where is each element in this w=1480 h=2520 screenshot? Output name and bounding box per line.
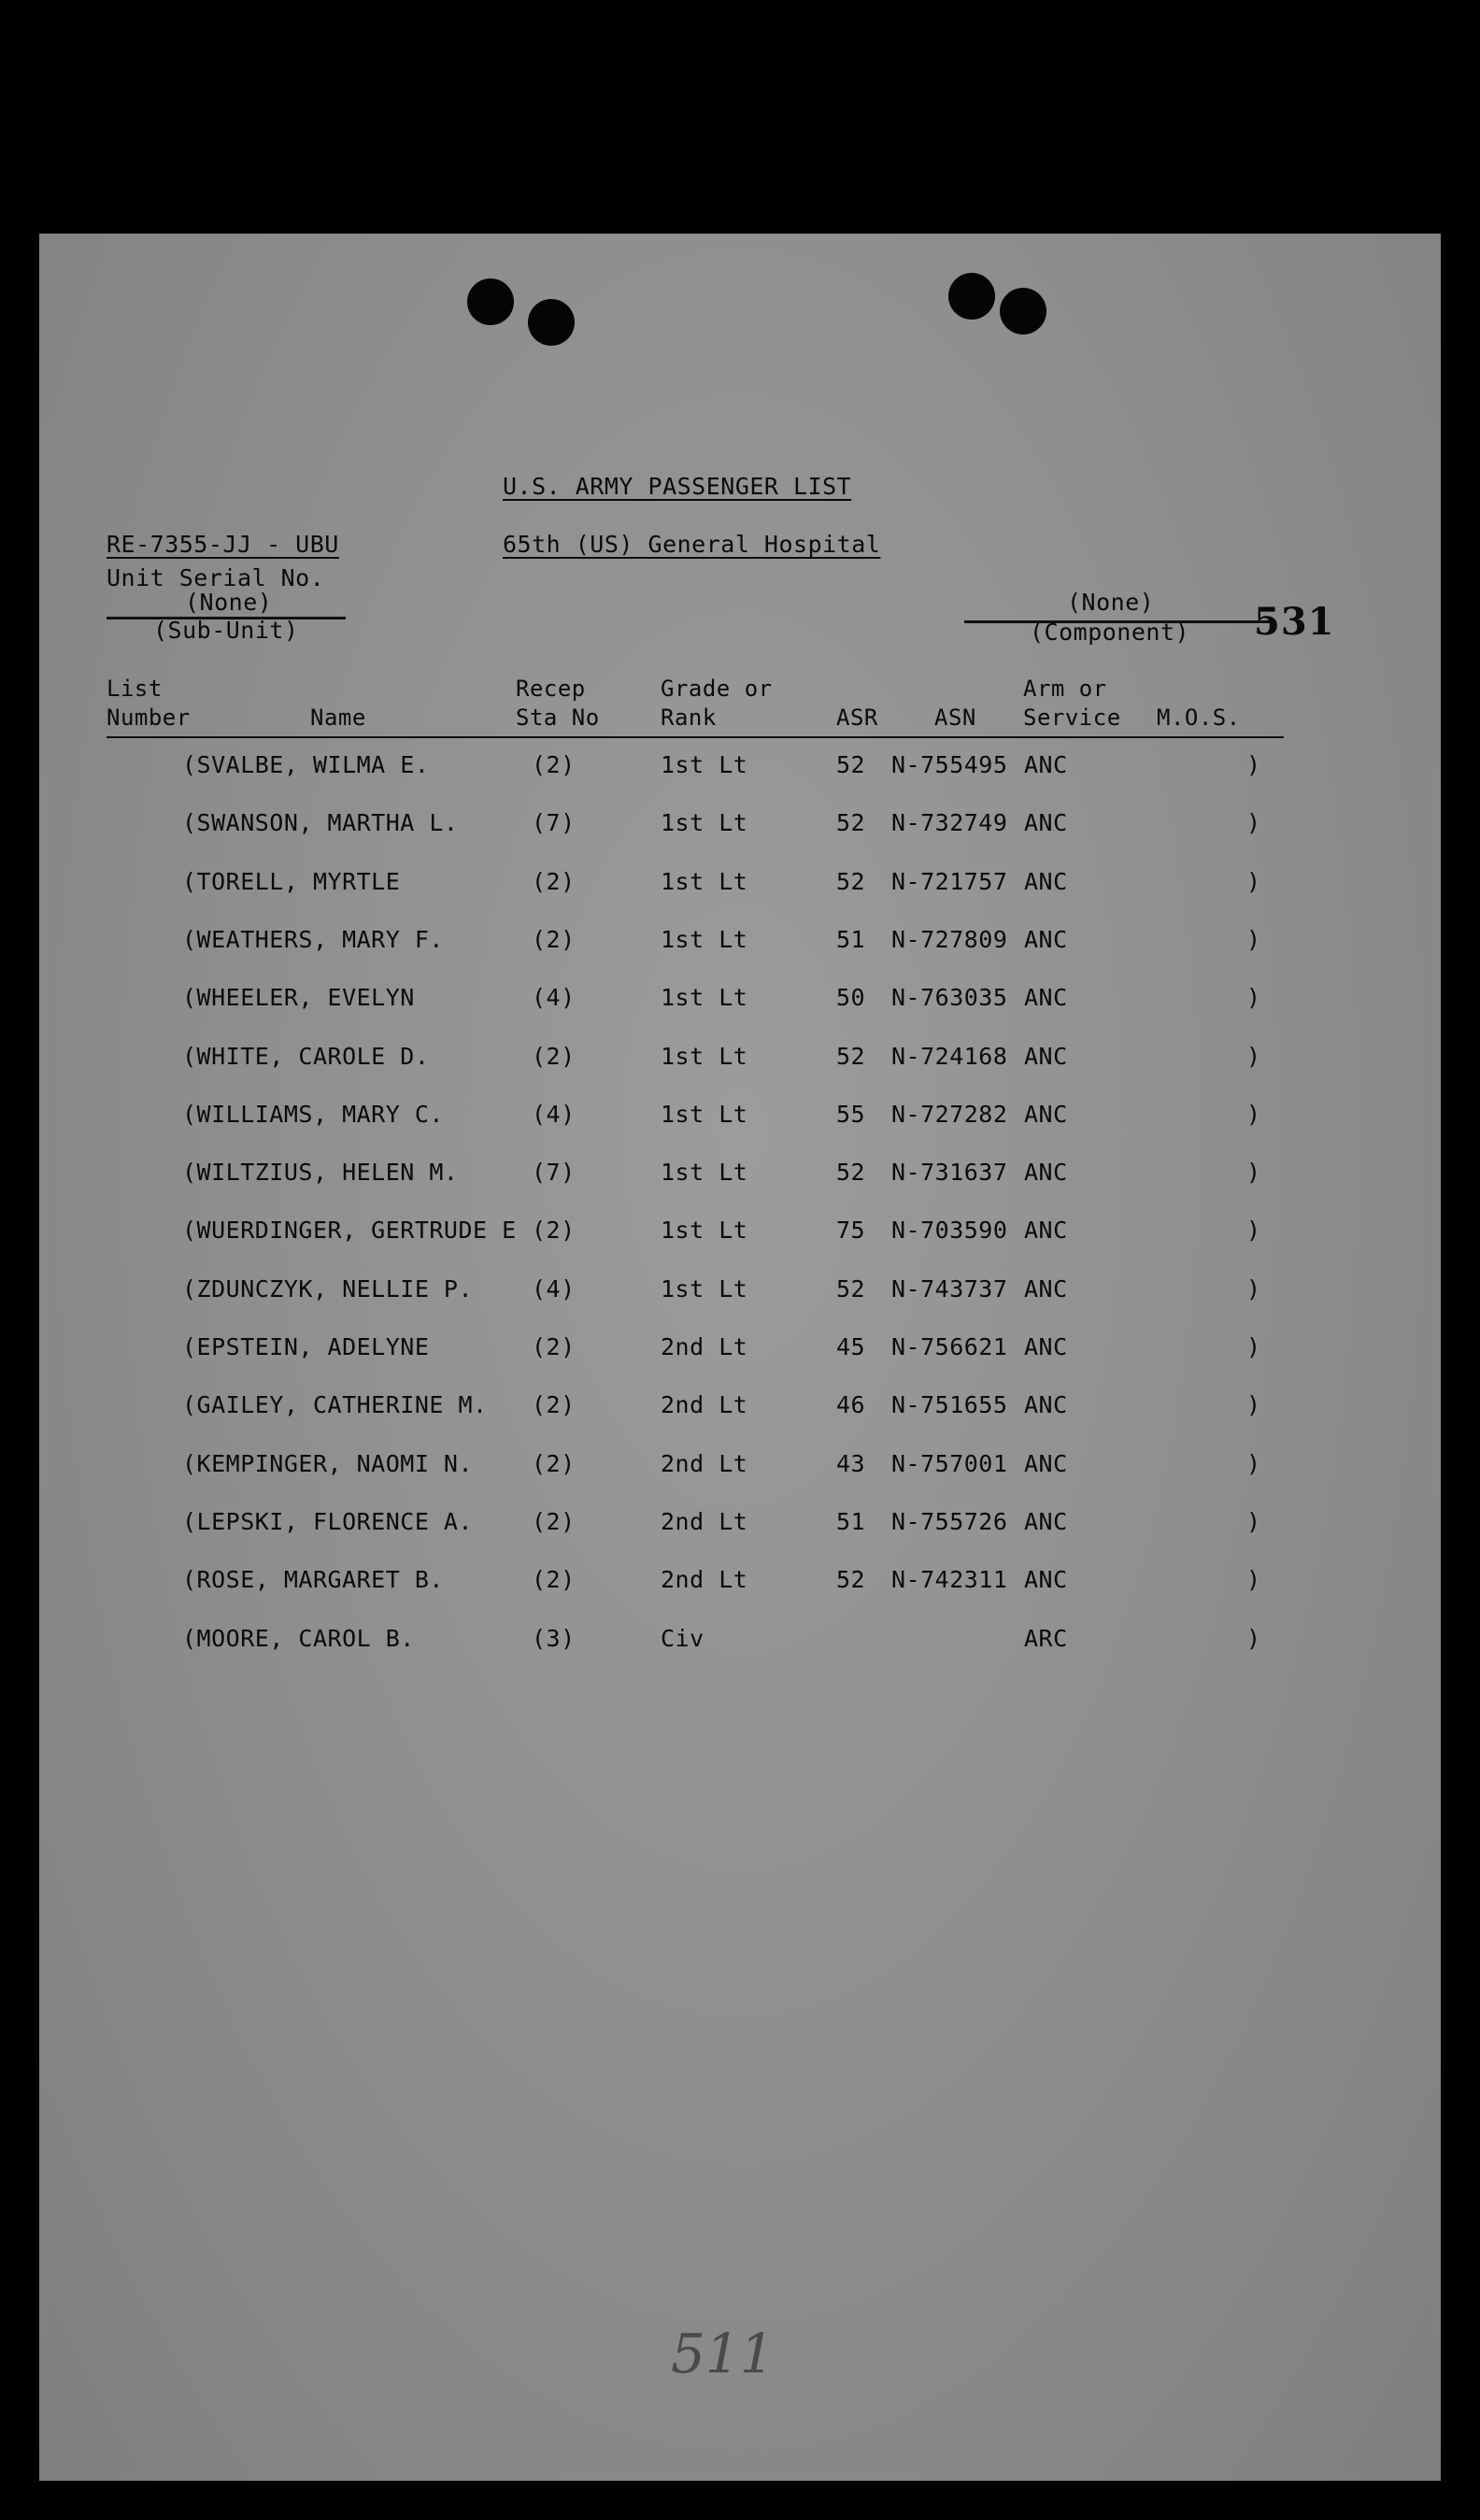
passenger-name: (WEATHERS, MARY F. [182, 925, 444, 953]
recep-station: (7) [532, 809, 576, 837]
passenger-name: (ZDUNCZYK, NELLIE P. [182, 1274, 474, 1303]
asr-score: 51 [836, 925, 866, 953]
passenger-name: (WHITE, CAROLE D. [182, 1042, 430, 1070]
arm-service: ARC [1024, 1624, 1068, 1652]
serial-number: N-731637 [891, 1159, 1008, 1187]
asr-score: 46 [836, 1391, 866, 1419]
asr-score: 52 [836, 751, 866, 778]
asr-score: 51 [836, 1507, 866, 1535]
arm-service: ANC [1024, 1274, 1068, 1303]
asr-score: 50 [836, 984, 866, 1012]
grade-rank: 2nd Lt [661, 1391, 748, 1419]
recep-station: (2) [532, 1042, 576, 1070]
grade-rank: 1st Lt [661, 925, 748, 953]
grade-rank: 1st Lt [661, 1274, 748, 1303]
asr-score: 52 [836, 1042, 866, 1070]
grade-rank: 1st Lt [661, 809, 748, 837]
col-recep: Recep Sta No [516, 676, 600, 731]
serial-number: N-721757 [891, 867, 1008, 895]
recep-station: (2) [532, 1333, 576, 1360]
row-close-paren: ) [1246, 1391, 1261, 1419]
passenger-name: (WUERDINGER, GERTRUDE E [182, 1217, 517, 1245]
arm-service: ANC [1024, 1100, 1068, 1128]
serial-number: N-756621 [891, 1333, 1008, 1360]
serial-number: N-727282 [891, 1100, 1008, 1128]
arm-service: ANC [1024, 1449, 1068, 1477]
passenger-name: (KEMPINGER, NAOMI N. [182, 1449, 474, 1477]
col-arm: Arm or Service [1023, 676, 1121, 731]
row-close-paren: ) [1246, 751, 1261, 778]
arm-service: ANC [1024, 984, 1068, 1012]
asr-score: 55 [836, 1100, 866, 1128]
arm-service: ANC [1024, 1042, 1068, 1070]
serial-number: N-724168 [891, 1042, 1008, 1070]
recep-station: (2) [532, 867, 576, 895]
passenger-name: (WILTZIUS, HELEN M. [182, 1159, 459, 1187]
document-title: U.S. ARMY PASSENGER LIST [503, 473, 852, 500]
passenger-name: (WILLIAMS, MARY C. [182, 1100, 444, 1128]
asr-score: 52 [836, 1274, 866, 1303]
asr-score: 75 [836, 1217, 866, 1245]
recep-station: (3) [532, 1624, 576, 1652]
grade-rank: 1st Lt [661, 1159, 748, 1187]
document-sheet [39, 234, 1441, 2481]
component-label: (Component) [1030, 619, 1190, 646]
serial-number: N-727809 [891, 925, 1008, 953]
grade-rank: Civ [661, 1624, 704, 1652]
arm-service: ANC [1024, 1333, 1068, 1360]
row-close-paren: ) [1246, 1159, 1261, 1187]
passenger-name: (LEPSKI, FLORENCE A. [182, 1507, 474, 1535]
arm-service: ANC [1024, 751, 1068, 778]
row-close-paren: ) [1246, 1333, 1261, 1360]
recep-station: (2) [532, 1507, 576, 1535]
asr-score: 45 [836, 1333, 866, 1360]
passenger-name: (EPSTEIN, ADELYNE [182, 1333, 430, 1360]
row-close-paren: ) [1246, 1042, 1261, 1070]
serial-number: N-755726 [891, 1507, 1008, 1535]
handwritten-note: 511 [671, 2322, 775, 2385]
recep-station: (2) [532, 925, 576, 953]
passenger-name: (WHEELER, EVELYN [182, 984, 415, 1012]
grade-rank: 1st Lt [661, 1217, 748, 1245]
sub-unit-label: (Sub-Unit) [153, 617, 299, 644]
punch-hole [948, 273, 995, 320]
punch-hole [1000, 288, 1046, 335]
grade-rank: 1st Lt [661, 984, 748, 1012]
row-close-paren: ) [1246, 809, 1261, 837]
recep-station: (7) [532, 1159, 576, 1187]
grade-rank: 1st Lt [661, 751, 748, 778]
row-close-paren: ) [1246, 1507, 1261, 1535]
row-close-paren: ) [1246, 1566, 1261, 1594]
grade-rank: 2nd Lt [661, 1333, 748, 1360]
col-name: Name [310, 705, 366, 731]
asr-score: 52 [836, 867, 866, 895]
row-close-paren: ) [1246, 1449, 1261, 1477]
recep-station: (2) [532, 1391, 576, 1419]
serial-number: N-703590 [891, 1217, 1008, 1245]
sub-unit-value: (None) [185, 589, 273, 616]
serial-number: N-757001 [891, 1449, 1008, 1477]
arm-service: ANC [1024, 867, 1068, 895]
arm-service: ANC [1024, 1217, 1068, 1245]
asr-score: 52 [836, 809, 866, 837]
row-close-paren: ) [1246, 1100, 1261, 1128]
recep-station: (4) [532, 1100, 576, 1128]
recep-station: (2) [532, 1217, 576, 1245]
passenger-name: (GAILEY, CATHERINE M. [182, 1391, 488, 1419]
recep-station: (2) [532, 1566, 576, 1594]
passenger-name: (SVALBE, WILMA E. [182, 751, 430, 778]
serial-number: N-743737 [891, 1274, 1008, 1303]
arm-service: ANC [1024, 925, 1068, 953]
arm-service: ANC [1024, 1391, 1068, 1419]
page-number: 531 [1254, 600, 1335, 644]
passenger-name: (ROSE, MARGARET B. [182, 1566, 444, 1594]
grade-rank: 1st Lt [661, 867, 748, 895]
header-rule [107, 736, 1284, 738]
row-close-paren: ) [1246, 925, 1261, 953]
document-code: RE-7355-JJ - UBU [107, 531, 339, 558]
serial-number: N-763035 [891, 984, 1008, 1012]
punch-hole [467, 278, 514, 325]
arm-service: ANC [1024, 809, 1068, 837]
row-close-paren: ) [1246, 1624, 1261, 1652]
punch-hole [528, 299, 575, 346]
passenger-name: (SWANSON, MARTHA L. [182, 809, 459, 837]
col-grade: Grade or Rank [661, 676, 773, 731]
row-close-paren: ) [1246, 1217, 1261, 1245]
row-close-paren: ) [1246, 867, 1261, 895]
grade-rank: 2nd Lt [661, 1566, 748, 1594]
asr-score: 52 [836, 1566, 866, 1594]
passenger-name: (MOORE, CAROL B. [182, 1624, 415, 1652]
serial-number: N-751655 [891, 1391, 1008, 1419]
grade-rank: 2nd Lt [661, 1507, 748, 1535]
passenger-name: (TORELL, MYRTLE [182, 867, 401, 895]
grade-rank: 2nd Lt [661, 1449, 748, 1477]
col-list-number: List Number [107, 676, 191, 731]
recep-station: (4) [532, 984, 576, 1012]
unit-serial-label: Unit Serial No. [107, 564, 325, 591]
recep-station: (2) [532, 751, 576, 778]
serial-number: N-742311 [891, 1566, 1008, 1594]
arm-service: ANC [1024, 1159, 1068, 1187]
arm-service: ANC [1024, 1507, 1068, 1535]
col-asr: ASR [836, 705, 878, 731]
grade-rank: 1st Lt [661, 1042, 748, 1070]
asr-score: 43 [836, 1449, 866, 1477]
arm-service: ANC [1024, 1566, 1068, 1594]
col-mos: M.O.S. [1157, 705, 1241, 731]
grade-rank: 1st Lt [661, 1100, 748, 1128]
asr-score: 52 [836, 1159, 866, 1187]
row-close-paren: ) [1246, 1274, 1261, 1303]
serial-number: N-755495 [891, 751, 1008, 778]
serial-number: N-732749 [891, 809, 1008, 837]
component-value: (None) [1067, 589, 1155, 616]
col-asn: ASN [934, 705, 976, 731]
recep-station: (2) [532, 1449, 576, 1477]
row-close-paren: ) [1246, 984, 1261, 1012]
unit-name: 65th (US) General Hospital [503, 531, 881, 558]
recep-station: (4) [532, 1274, 576, 1303]
